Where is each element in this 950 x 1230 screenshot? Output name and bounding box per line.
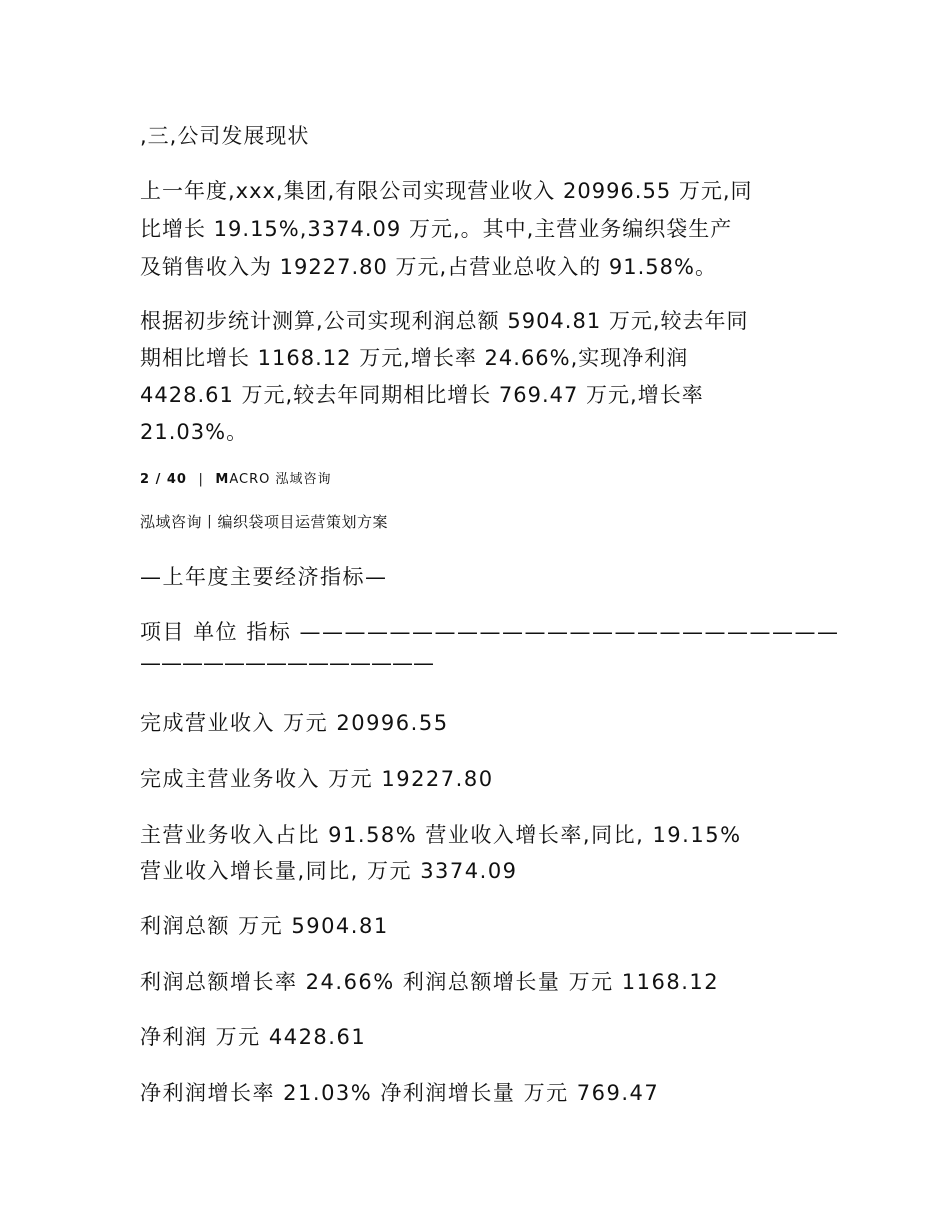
table-row: 利润总额 万元 5904.81: [140, 914, 389, 938]
page-footer: [140, 468, 331, 487]
table-row: 营业收入增长量,同比, 万元 3374.09: [140, 859, 518, 883]
page-number: 2 / 40: [140, 472, 187, 487]
table-row: 完成主营业务收入 万元 19227.80: [140, 767, 494, 791]
paragraph-line: 根据初步统计测算,公司实现利润总额 5904.81 万元,较去年同: [140, 309, 749, 333]
paragraph-line: 比增长 19.15%,3374.09 万元,。其中,主营业务编织袋生产: [140, 217, 733, 241]
table-columns: [140, 616, 840, 646]
brand-name: ACRO 泓域咨询: [229, 472, 332, 487]
table-rule: ——————————————: [140, 651, 434, 675]
paragraph-line: 4428.61 万元,较去年同期相比增长 769.47 万元,增长率: [140, 383, 704, 407]
table-row: 完成营业收入 万元 20996.55: [140, 711, 449, 735]
table-row: 净利润增长率 21.03% 净利润增长量 万元 769.47: [140, 1081, 660, 1105]
brand-initial: M: [215, 472, 230, 487]
paragraph-line: 21.03%。: [140, 420, 249, 444]
table-row: 利润总额增长率 24.66% 利润总额增长量 万元 1168.12: [140, 970, 720, 994]
paragraph-line: 及销售收入为 19227.80 万元,占营业总收入的 91.58%。: [140, 255, 717, 279]
paragraph-line: 期相比增长 1168.12 万元,增长率 24.66%,实现净利润: [140, 346, 689, 370]
running-header: 泓域咨询丨编织袋项目运营策划方案: [140, 513, 389, 531]
footer-brand: [215, 472, 331, 487]
table-row: 净利润 万元 4428.61: [140, 1025, 367, 1049]
indicators-title: —上年度主要经济指标—: [140, 565, 388, 589]
paragraph-line: 上一年度,xxx,集团,有限公司实现营业收入 20996.55 万元,同: [140, 179, 753, 203]
table-row: 主营业务收入占比 91.58% 营业收入增长率,同比, 19.15%: [140, 823, 742, 847]
footer-separator: |: [198, 472, 204, 487]
section-heading: ,三,公司发展现状: [140, 124, 310, 148]
columns-line: 项目 单位 指标 ————————————————————————: [140, 620, 840, 644]
